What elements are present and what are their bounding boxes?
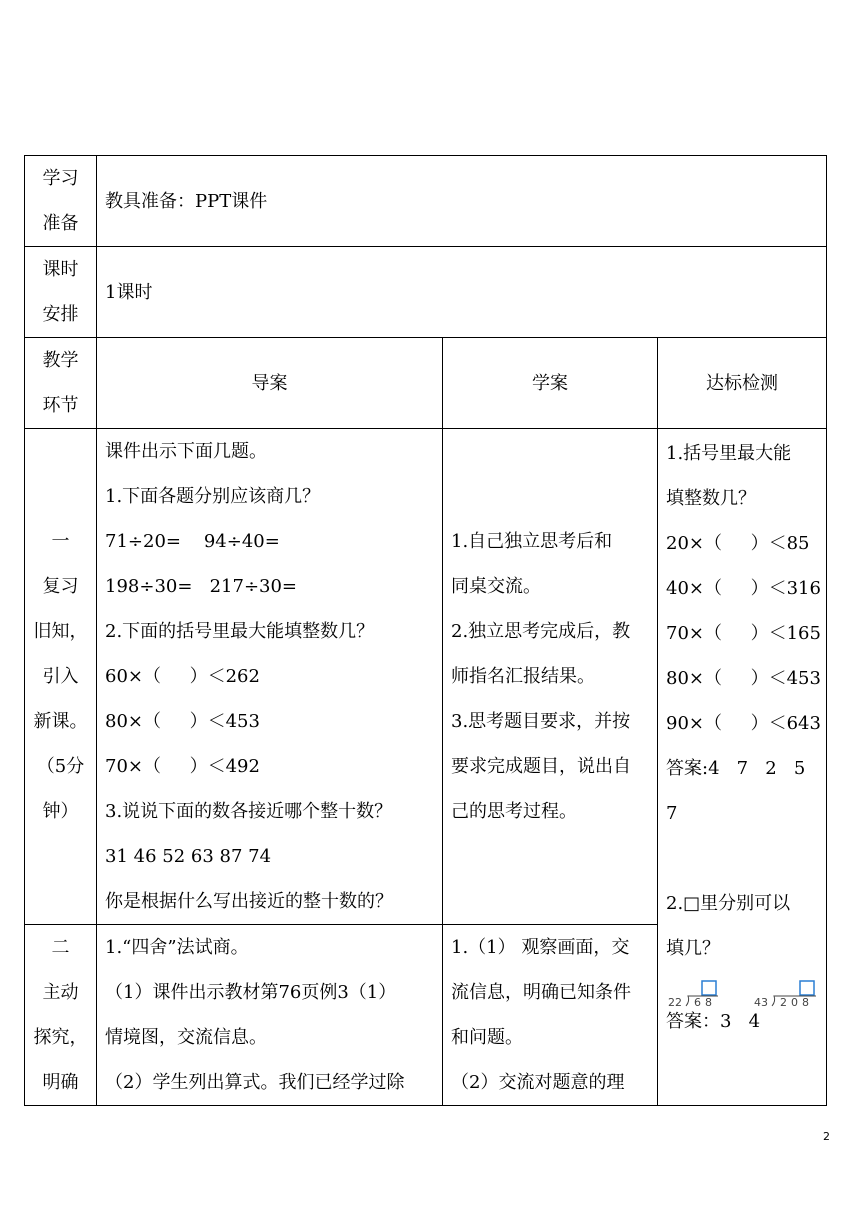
- col-header-guide: 导案: [97, 338, 443, 429]
- dividend-2: 208: [780, 996, 813, 1008]
- col-header-study: 学案: [443, 338, 658, 429]
- check-line: 填几？: [666, 938, 720, 959]
- label-section2: [25, 925, 97, 1106]
- check-line: 90×（ ）＜643: [666, 713, 821, 734]
- section2-label-line: 主动: [42, 982, 79, 1003]
- label-section1: [25, 429, 97, 925]
- section2-guide: [97, 925, 443, 1106]
- dividend-1: 68: [694, 996, 716, 1008]
- lesson-plan-table: [24, 155, 827, 1106]
- section1-label-line: 新课。: [33, 711, 88, 732]
- row-prep: [25, 156, 827, 247]
- section2-label-line: 探究，: [33, 1027, 88, 1048]
- section1-label-line: 引入: [42, 666, 79, 687]
- division-figures: [666, 971, 820, 1008]
- label-header: [25, 338, 97, 429]
- check-line: 2.□里分别可以: [666, 893, 791, 914]
- section1-study: [443, 429, 658, 925]
- label-prep: [25, 156, 97, 247]
- guide-line: 课件出示下面几题。: [105, 441, 267, 462]
- label-prep-2: 准备: [42, 213, 79, 234]
- label-time-2: 安排: [42, 304, 79, 325]
- label-header-1: 教学: [42, 350, 79, 371]
- guide-line: 198÷30= 217÷30=: [105, 576, 298, 597]
- section-check: [658, 429, 827, 1106]
- guide-line: 70×（ ）＜492: [105, 756, 260, 777]
- label-time: [25, 247, 97, 338]
- check-line: 80×（ ）＜453: [666, 668, 821, 689]
- check-line: 7: [666, 803, 678, 824]
- guide-line: 1.下面各题分别应该商几？: [105, 486, 321, 507]
- check-line: 20×（ ）＜85: [666, 533, 810, 554]
- row-section1: [25, 429, 827, 925]
- study-line: 和问题。: [451, 1027, 523, 1048]
- study-line: 3.思考题目要求，并按: [451, 711, 631, 732]
- section1-label-line: 复习: [42, 576, 79, 597]
- study-line: 1.自己独立思考后和: [451, 531, 613, 552]
- check-line: 70×（ ）＜165: [666, 623, 821, 644]
- section2-study: [443, 925, 658, 1106]
- check-line: 40×（ ）＜316: [666, 578, 821, 599]
- row-time: [25, 247, 827, 338]
- study-line: 同桌交流。: [451, 576, 541, 597]
- study-line: 2.独立思考完成后，教: [451, 621, 631, 642]
- section1-label-line: 钟）: [42, 801, 79, 822]
- guide-line: 80×（ ）＜453: [105, 711, 260, 732]
- page-number: 2: [823, 1130, 830, 1143]
- blank-box-icon: [800, 981, 814, 995]
- check-line: 填整数几？: [666, 488, 756, 509]
- section2-label-line: 二: [51, 937, 70, 958]
- study-line: 流信息，明确已知条件: [451, 982, 631, 1003]
- guide-line: 2.下面的括号里最大能填整数几？: [105, 621, 375, 642]
- guide-line: 71÷20= 94÷40=: [105, 531, 280, 552]
- check-line: 答案:4 7 2 5: [666, 758, 806, 779]
- study-line: 要求完成题目，说出自: [451, 756, 631, 777]
- guide-line: 1.“四舍”法试商。: [105, 937, 249, 958]
- label-time-1: 课时: [42, 259, 79, 280]
- guide-line: 3.说说下面的数各接近哪个整十数？: [105, 801, 393, 822]
- guide-line: 情境图，交流信息。: [105, 1027, 267, 1048]
- time-content: 1课时: [97, 247, 827, 338]
- blank-line: [666, 836, 820, 881]
- divisor-2: 43: [754, 996, 768, 1008]
- prep-content: 教具准备：PPT课件: [97, 156, 827, 247]
- divisor-1: 22: [668, 996, 682, 1008]
- long-division-figures: [666, 980, 816, 1008]
- check-answer-2: 答案：3 4: [666, 1011, 761, 1032]
- section1-label-line: （5分: [36, 756, 85, 777]
- study-line: 己的思考过程。: [451, 801, 577, 822]
- guide-line: 你是根据什么写出接近的整十数的？: [105, 891, 393, 912]
- row-header: [25, 338, 827, 429]
- study-line: （2）交流对题意的理: [451, 1072, 625, 1093]
- guide-line: （2）学生列出算式。我们已经学过除: [105, 1072, 405, 1093]
- guide-line: （1）课件出示教材第76页例3（1）: [105, 982, 397, 1003]
- section1-label-line: 一: [51, 531, 70, 552]
- guide-line: 31 46 52 63 87 74: [105, 846, 272, 867]
- section1-guide: [97, 429, 443, 925]
- label-header-2: 环节: [42, 395, 79, 416]
- guide-line: 60×（ ）＜262: [105, 666, 260, 687]
- blank-box-icon: [702, 981, 716, 995]
- label-prep-1: 学习: [42, 168, 79, 189]
- section2-label-line: 明确: [42, 1072, 79, 1093]
- study-line: 师指名汇报结果。: [451, 666, 595, 687]
- check-line: 1.括号里最大能: [666, 443, 792, 464]
- col-header-check: 达标检测: [658, 338, 827, 429]
- study-line: 1.（1） 观察画面，交: [451, 937, 630, 958]
- section1-label-line: 旧知，: [33, 621, 88, 642]
